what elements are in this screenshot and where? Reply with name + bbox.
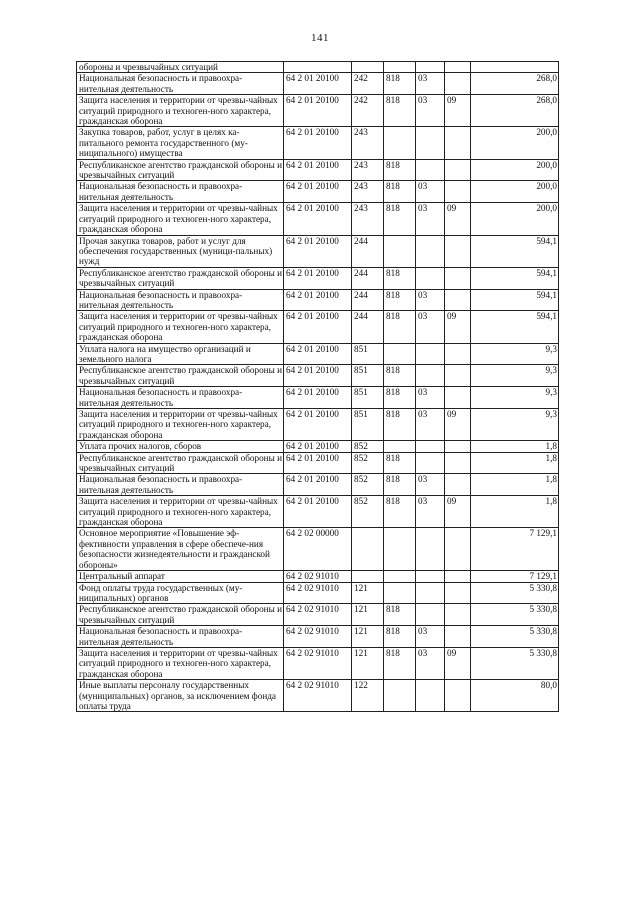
cell-section: 03 [416, 409, 445, 441]
cell-expense-type: 242 [352, 95, 384, 127]
cell-target-code: 64 2 01 20100 [284, 203, 352, 235]
table-row [77, 441, 559, 452]
cell-ministry-code [384, 343, 416, 365]
cell-section [416, 528, 445, 571]
cell-name: Республиканское агентство гражданской обороны и чрезвычайных ситуаций [77, 452, 284, 474]
cell-subsection [445, 680, 471, 712]
cell-subsection [445, 73, 471, 95]
cell-subsection: 09 [445, 647, 471, 679]
cell-expense-type: 243 [352, 127, 384, 159]
cell-target-code: 64 2 01 20100 [284, 441, 352, 452]
cell-name: Прочая закупка товаров, работ и услуг для обеспечения государственных (муници-пальных) нужд [77, 235, 284, 267]
cell-subsection [445, 474, 471, 496]
table-row [77, 626, 559, 648]
cell-section [416, 62, 445, 73]
cell-ministry-code: 818 [384, 409, 416, 441]
cell-subsection [445, 604, 471, 626]
cell-target-code: 64 2 01 20100 [284, 181, 352, 203]
cell-section [416, 680, 445, 712]
page-number: 141 [311, 32, 329, 44]
table-row [77, 647, 559, 679]
cell-target-code: 64 2 02 91010 [284, 680, 352, 712]
cell-expense-type: 244 [352, 311, 384, 343]
cell-expense-type: 852 [352, 452, 384, 474]
cell-target-code: 64 2 02 91010 [284, 604, 352, 626]
cell-name: Национальная безопасность и правоохра-нительная деятельность [77, 626, 284, 648]
cell-amount: 9,3 [471, 387, 559, 409]
cell-section [416, 441, 445, 452]
cell-name: Защита населения и территории от чрезвы-чайных ситуаций природного и техноген-ного характера, гражданская оборона [77, 203, 284, 235]
cell-amount: 7 129,1 [471, 528, 559, 571]
table-row [77, 203, 559, 235]
cell-name: Республиканское агентство гражданской обороны и чрезвычайных ситуаций [77, 159, 284, 181]
cell-name: Национальная безопасность и правоохра-нительная деятельность [77, 181, 284, 203]
cell-expense-type: 121 [352, 604, 384, 626]
cell-section [416, 159, 445, 181]
cell-expense-type: 243 [352, 159, 384, 181]
cell-amount: 5 330,8 [471, 604, 559, 626]
cell-expense-type: 244 [352, 267, 384, 289]
cell-section [416, 365, 445, 387]
cell-amount: 5 330,8 [471, 626, 559, 648]
cell-section [416, 604, 445, 626]
cell-target-code: 64 2 01 20100 [284, 452, 352, 474]
cell-expense-type: 851 [352, 365, 384, 387]
cell-name: Республиканское агентство гражданской обороны и чрезвычайных ситуаций [77, 267, 284, 289]
cell-expense-type: 852 [352, 474, 384, 496]
cell-name: Защита населения и территории от чрезвы-чайных ситуаций природного и техноген-ного характера, гражданская оборона [77, 95, 284, 127]
cell-name: Национальная безопасность и правоохра-нительная деятельность [77, 387, 284, 409]
cell-expense-type: 244 [352, 289, 384, 311]
cell-amount: 200,0 [471, 159, 559, 181]
cell-ministry-code: 818 [384, 73, 416, 95]
cell-amount: 594,1 [471, 267, 559, 289]
cell-ministry-code: 818 [384, 452, 416, 474]
cell-name: Защита населения и территории от чрезвы-чайных ситуаций природного и техноген-ного характера, гражданская оборона [77, 409, 284, 441]
cell-expense-type: 121 [352, 647, 384, 679]
cell-section: 03 [416, 181, 445, 203]
cell-expense-type: 851 [352, 409, 384, 441]
cell-target-code: 64 2 01 20100 [284, 311, 352, 343]
cell-name: обороны и чрезвычайных ситуаций [77, 62, 284, 73]
cell-expense-type: 243 [352, 203, 384, 235]
cell-section [416, 452, 445, 474]
cell-target-code: 64 2 02 91010 [284, 582, 352, 604]
cell-target-code: 64 2 01 20100 [284, 343, 352, 365]
table-row [77, 680, 559, 712]
cell-amount: 9,3 [471, 365, 559, 387]
cell-ministry-code [384, 127, 416, 159]
cell-target-code: 64 2 01 20100 [284, 267, 352, 289]
cell-ministry-code: 818 [384, 267, 416, 289]
cell-ministry-code: 818 [384, 311, 416, 343]
cell-subsection: 09 [445, 311, 471, 343]
table-row [77, 62, 559, 73]
cell-expense-type: 852 [352, 496, 384, 528]
cell-amount: 1,8 [471, 496, 559, 528]
cell-target-code: 64 2 02 91010 [284, 626, 352, 648]
cell-ministry-code: 818 [384, 604, 416, 626]
cell-name: Закупка товаров, работ, услуг в целях ка-питального ремонта государственного (му-ниципального) имущества [77, 127, 284, 159]
cell-target-code: 64 2 01 20100 [284, 73, 352, 95]
cell-name: Уплата прочих налогов, сборов [77, 441, 284, 452]
cell-section: 03 [416, 647, 445, 679]
cell-name: Фонд оплаты труда государственных (му-ниципальных) органов [77, 582, 284, 604]
cell-subsection: 09 [445, 496, 471, 528]
cell-target-code: 64 2 01 20100 [284, 159, 352, 181]
cell-section: 03 [416, 626, 445, 648]
cell-section: 03 [416, 311, 445, 343]
cell-expense-type: 851 [352, 387, 384, 409]
cell-name: Центральный аппарат [77, 571, 284, 582]
cell-subsection: 09 [445, 409, 471, 441]
cell-expense-type: 121 [352, 582, 384, 604]
cell-target-code: 64 2 01 20100 [284, 235, 352, 267]
cell-name: Защита населения и территории от чрезвы-чайных ситуаций природного и техноген-ного характера, гражданская оборона [77, 496, 284, 528]
cell-ministry-code: 818 [384, 647, 416, 679]
cell-target-code: 64 2 01 20100 [284, 127, 352, 159]
cell-section: 03 [416, 95, 445, 127]
cell-expense-type: 121 [352, 626, 384, 648]
cell-section: 03 [416, 289, 445, 311]
cell-target-code: 64 2 02 91010 [284, 571, 352, 582]
cell-subsection [445, 387, 471, 409]
cell-ministry-code: 818 [384, 289, 416, 311]
table-row [77, 365, 559, 387]
cell-ministry-code: 818 [384, 181, 416, 203]
cell-amount: 594,1 [471, 311, 559, 343]
cell-target-code: 64 2 01 20100 [284, 289, 352, 311]
cell-subsection [445, 181, 471, 203]
cell-ministry-code: 818 [384, 365, 416, 387]
cell-name: Республиканское агентство гражданской обороны и чрезвычайных ситуаций [77, 604, 284, 626]
cell-subsection [445, 571, 471, 582]
cell-ministry-code: 818 [384, 159, 416, 181]
cell-ministry-code: 818 [384, 474, 416, 496]
cell-amount: 5 330,8 [471, 582, 559, 604]
cell-subsection [445, 528, 471, 571]
cell-amount: 594,1 [471, 235, 559, 267]
table-row [77, 267, 559, 289]
cell-subsection [445, 343, 471, 365]
table-row [77, 127, 559, 159]
cell-target-code: 64 2 01 20100 [284, 409, 352, 441]
cell-amount: 268,0 [471, 95, 559, 127]
cell-name: Уплата налога на имущество организаций и земельного налога [77, 343, 284, 365]
cell-ministry-code [384, 582, 416, 604]
cell-name: Основное мероприятие «Повышение эф-фективности управления в сфере обеспече-ния безопасности жизнедеятельности и гражданской обороны» [77, 528, 284, 571]
cell-ministry-code [384, 528, 416, 571]
cell-expense-type: 851 [352, 343, 384, 365]
cell-target-code: 64 2 02 00000 [284, 528, 352, 571]
table-row [77, 343, 559, 365]
cell-name: Республиканское агентство гражданской обороны и чрезвычайных ситуаций [77, 365, 284, 387]
cell-name: Национальная безопасность и правоохра-нительная деятельность [77, 73, 284, 95]
cell-amount: 594,1 [471, 289, 559, 311]
table-row [77, 571, 559, 582]
cell-ministry-code [384, 62, 416, 73]
cell-ministry-code: 818 [384, 95, 416, 127]
cell-ministry-code: 818 [384, 387, 416, 409]
cell-subsection [445, 441, 471, 452]
cell-amount: 7 129,1 [471, 571, 559, 582]
cell-amount: 200,0 [471, 203, 559, 235]
cell-expense-type [352, 528, 384, 571]
table-body [77, 62, 559, 712]
cell-expense-type [352, 571, 384, 582]
cell-name: Национальная безопасность и правоохра-нительная деятельность [77, 289, 284, 311]
table-row [77, 235, 559, 267]
cell-target-code: 64 2 01 20100 [284, 387, 352, 409]
cell-section [416, 582, 445, 604]
cell-ministry-code: 818 [384, 203, 416, 235]
cell-expense-type: 244 [352, 235, 384, 267]
cell-subsection [445, 365, 471, 387]
cell-amount: 200,0 [471, 127, 559, 159]
cell-subsection [445, 582, 471, 604]
cell-amount: 9,3 [471, 343, 559, 365]
cell-target-code: 64 2 01 20100 [284, 496, 352, 528]
cell-ministry-code [384, 235, 416, 267]
cell-subsection [445, 626, 471, 648]
table-row [77, 159, 559, 181]
table-row [77, 387, 559, 409]
cell-ministry-code: 818 [384, 496, 416, 528]
cell-name: Иные выплаты персоналу государственных (муниципальных) органов, за исключением фонда оплаты труда [77, 680, 284, 712]
cell-section [416, 571, 445, 582]
cell-section: 03 [416, 474, 445, 496]
cell-subsection [445, 159, 471, 181]
cell-amount: 200,0 [471, 181, 559, 203]
cell-subsection [445, 235, 471, 267]
cell-section [416, 343, 445, 365]
table-row [77, 73, 559, 95]
cell-amount: 1,8 [471, 474, 559, 496]
table-row [77, 289, 559, 311]
cell-amount: 5 330,8 [471, 647, 559, 679]
budget-table [76, 61, 559, 712]
cell-target-code [284, 62, 352, 73]
cell-ministry-code: 818 [384, 626, 416, 648]
cell-amount: 80,0 [471, 680, 559, 712]
cell-section: 03 [416, 496, 445, 528]
table-row [77, 95, 559, 127]
cell-name: Национальная безопасность и правоохра-нительная деятельность [77, 474, 284, 496]
cell-target-code: 64 2 01 20100 [284, 474, 352, 496]
cell-expense-type: 122 [352, 680, 384, 712]
cell-expense-type: 852 [352, 441, 384, 452]
table-row [77, 409, 559, 441]
cell-name: Защита населения и территории от чрезвы-чайных ситуаций природного и техноген-ного характера, гражданская оборона [77, 647, 284, 679]
cell-ministry-code [384, 441, 416, 452]
cell-section: 03 [416, 73, 445, 95]
cell-amount: 268,0 [471, 73, 559, 95]
cell-expense-type: 243 [352, 181, 384, 203]
table-row [77, 528, 559, 571]
table-row [77, 181, 559, 203]
cell-subsection [445, 127, 471, 159]
table-row [77, 496, 559, 528]
cell-ministry-code [384, 680, 416, 712]
cell-amount [471, 62, 559, 73]
cell-amount: 1,8 [471, 441, 559, 452]
cell-subsection [445, 289, 471, 311]
table-row [77, 452, 559, 474]
cell-subsection: 09 [445, 95, 471, 127]
cell-subsection: 09 [445, 203, 471, 235]
cell-amount: 1,8 [471, 452, 559, 474]
table-row [77, 311, 559, 343]
table-row [77, 604, 559, 626]
cell-target-code: 64 2 01 20100 [284, 95, 352, 127]
cell-section: 03 [416, 387, 445, 409]
cell-target-code: 64 2 02 91010 [284, 647, 352, 679]
cell-section [416, 235, 445, 267]
cell-amount: 9,3 [471, 409, 559, 441]
cell-section: 03 [416, 203, 445, 235]
cell-subsection [445, 62, 471, 73]
cell-section [416, 267, 445, 289]
cell-ministry-code [384, 571, 416, 582]
cell-subsection [445, 267, 471, 289]
cell-expense-type [352, 62, 384, 73]
cell-expense-type: 242 [352, 73, 384, 95]
cell-section [416, 127, 445, 159]
table-row [77, 474, 559, 496]
cell-name: Защита населения и территории от чрезвы-чайных ситуаций природного и техноген-ного характера, гражданская оборона [77, 311, 284, 343]
cell-subsection [445, 452, 471, 474]
table-row [77, 582, 559, 604]
cell-target-code: 64 2 01 20100 [284, 365, 352, 387]
